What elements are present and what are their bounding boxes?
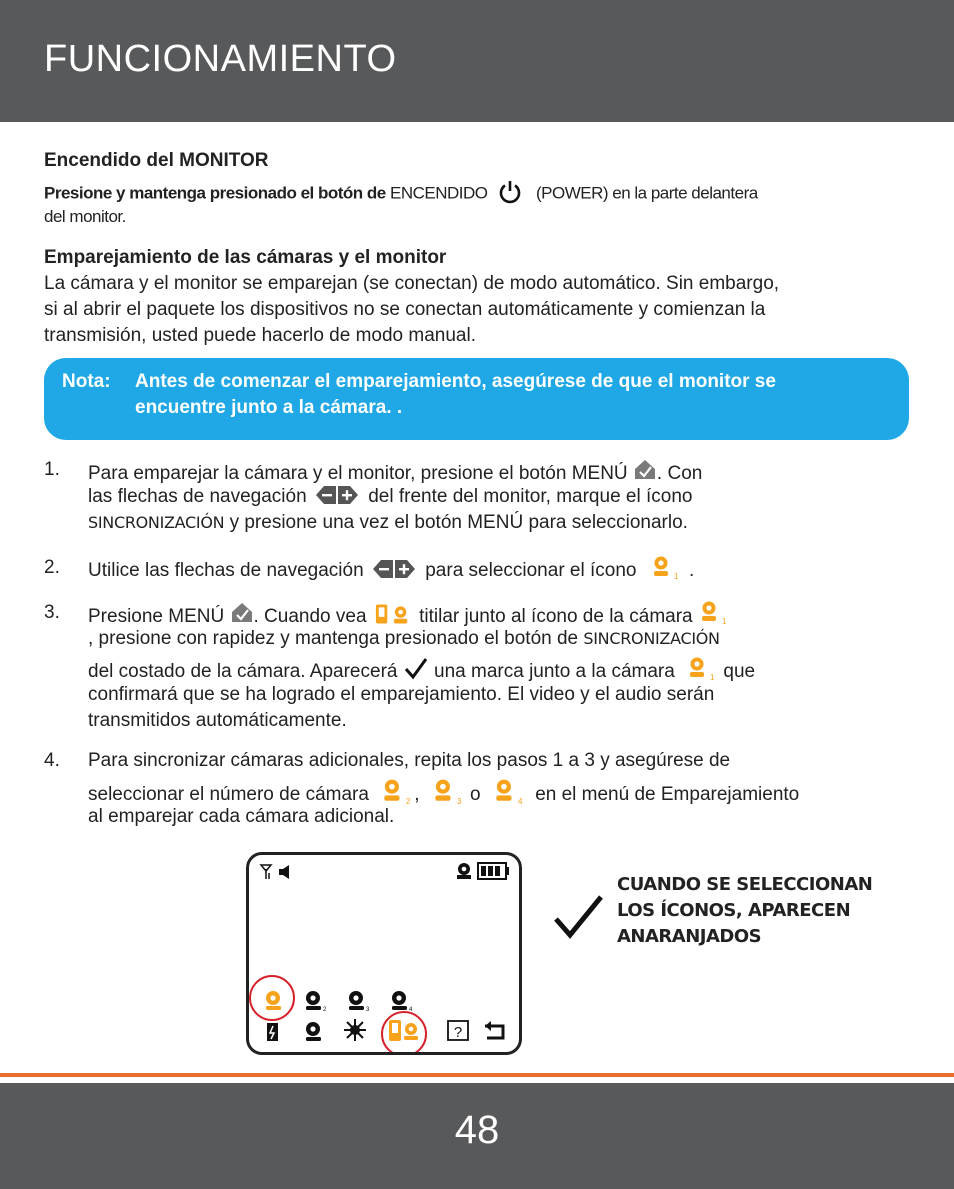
camera-status-icon: [457, 863, 471, 879]
page-number: 48: [454, 1108, 500, 1152]
callout-line-2: LOS ÍCONOS, APARECEN: [617, 900, 851, 921]
camera-1-icon: [686, 656, 716, 682]
step-2-text-b: para seleccionar el ícono: [425, 560, 637, 582]
footer-rule: [0, 1073, 954, 1077]
callout-line-3: ANARANJADOS: [617, 926, 762, 947]
step-1-text-d: del frente del monitor, marque el ícono: [368, 486, 693, 508]
callout-checkmark-icon: [553, 893, 605, 941]
step-1-text-b: . Con: [656, 463, 703, 485]
monitor-on-line2: del monitor.: [44, 207, 126, 226]
camera-view-icon: [306, 1022, 321, 1041]
power-icon: [496, 178, 524, 206]
step-4-line-1: Para sincronizar cámaras adicionales, repita los pasos 1 a 3 y asegúrese de: [88, 750, 731, 771]
camera-4-subscript: 4: [517, 797, 523, 806]
step-3-line-2: [88, 626, 720, 652]
page-header: [0, 0, 954, 122]
sync-icon: [374, 602, 412, 626]
pairing-heading: Emparejamiento de las cámaras y el monitor: [44, 247, 447, 268]
step-2-text-c: .: [689, 560, 695, 582]
callout-line-1: CUANDO SE SELECCIONAN: [617, 874, 873, 895]
pairing-line-1: La cámara y el monitor se emparejan (se conectan) de modo automático. Sin embargo,: [44, 273, 780, 294]
step-4-number: 4.: [44, 750, 60, 771]
power-word: ENCENDIDO: [389, 183, 488, 203]
camera-4-screen-number: 4: [409, 1007, 413, 1013]
signal-icon: [261, 865, 271, 879]
camera-1-subscript: 1: [673, 572, 679, 581]
help-icon: [448, 1021, 468, 1041]
back-icon: [485, 1021, 503, 1038]
monitor-screen-graphic: [249, 855, 519, 1052]
step-1-text-c: las flechas de navegación: [88, 486, 307, 508]
step-1-line-3: [88, 510, 688, 536]
step-4-text-b: ,: [414, 784, 420, 806]
monitor-on-heading: Encendido del MONITOR: [44, 150, 269, 171]
step-2-number: 2.: [44, 557, 60, 578]
menu-icon: [633, 457, 657, 481]
step-3-line-4: confirmará que se ha logrado el emparejamiento. El video y el audio serán: [88, 684, 715, 705]
brightness-icon: [344, 1019, 366, 1041]
sync-word: SINCRONIZACIÓN: [88, 513, 225, 532]
help-label: ?: [453, 1024, 463, 1041]
camera-2-icon: [380, 778, 414, 806]
step-3-number: 3.: [44, 602, 60, 623]
note-line-2: encuentre junto a la cámara. .: [135, 397, 403, 418]
battery-icon: [478, 863, 509, 879]
monitor-screen-illustration: [246, 852, 522, 1055]
note-line-1: Antes de comenzar el emparejamiento, asegúrese de que el monitor se: [135, 371, 776, 392]
step-1-text-a: Para emparejar la cámara y el monitor, presione el botón MENÚ: [88, 463, 628, 485]
step-3-text-f: una marca junto a la cámara: [434, 661, 675, 683]
camera-3-subscript: 3: [456, 797, 462, 806]
nav-arrows-icon: [371, 558, 417, 580]
step-4-text-c: o: [470, 784, 481, 806]
step-1-number: 1.: [44, 459, 60, 480]
camera-2-screen-icon: [306, 991, 327, 1013]
step-1-line-2: [88, 484, 692, 510]
step-1-text-e: y presione una vez el botón MENÚ para seleccionarlo.: [224, 512, 688, 533]
pairing-line-3: transmisión, usted puede hacerlo de modo manual.: [44, 325, 476, 346]
camera-4-icon: [492, 778, 526, 806]
speaker-icon: [279, 865, 289, 879]
camera-3-screen-number: 3: [366, 1007, 370, 1013]
step-3-text-b: . Cuando vea: [253, 606, 367, 628]
step-3-line-5: transmitidos automáticamente.: [88, 710, 347, 731]
callout-text: [617, 872, 872, 950]
camera-2-screen-number: 2: [323, 1007, 327, 1013]
camera-1-subscript: 1: [721, 617, 727, 626]
sync-selected-icon: [389, 1020, 418, 1041]
camera-3-screen-icon: [349, 991, 370, 1013]
note-box: [44, 358, 909, 440]
monitor-on-line1: [44, 178, 758, 210]
nav-arrows-icon: [314, 484, 360, 506]
camera-3-icon: [431, 778, 465, 806]
step-4-text-d: en el menú de Emparejamiento: [535, 784, 800, 806]
camera-2-subscript: 2: [406, 797, 411, 806]
step-3-text-g: que: [723, 661, 756, 683]
sync-word: SINCRONIZACIÓN: [583, 629, 720, 648]
menu-icon: [230, 600, 254, 624]
highlight-circle-sync: [382, 1012, 426, 1052]
step-3-text-d: , presione con rapidez y mantenga presionado el botón de: [88, 628, 584, 649]
step-3-text-e: del costado de la cámara. Aparecerá: [88, 661, 398, 683]
step-2-text-a: Utilice las flechas de navegación: [88, 560, 364, 582]
press-hold-text: Presione y mantenga presionado el botón de: [44, 183, 386, 203]
page-title: FUNCIONAMIENTO: [44, 38, 397, 80]
power-rest-text: (POWER) en la parte delantera: [535, 183, 758, 203]
step-4-line-3: al emparejar cada cámara adicional.: [88, 806, 395, 827]
note-label: Nota:: [62, 371, 111, 392]
pairing-line-2: si al abrir el paquete los dispositivos no se conectan automáticamente y comienzan la: [44, 299, 766, 320]
volume-bar-icon: [267, 1023, 278, 1041]
step-4-text-a: seleccionar el número de cámara: [88, 784, 369, 806]
camera-4-screen-icon: [392, 991, 413, 1013]
step-3-text-c: titilar junto al ícono de la cámara: [419, 606, 693, 628]
camera-1-icon: [698, 600, 728, 626]
camera-1-subscript: 1: [710, 673, 715, 682]
checkmark-icon: [403, 656, 429, 682]
step-3-text-a: Presione MENÚ: [88, 606, 225, 628]
camera-1-icon: [650, 555, 680, 581]
step-2-line-1: [88, 555, 694, 587]
camera-1-selected-icon: [266, 991, 281, 1010]
